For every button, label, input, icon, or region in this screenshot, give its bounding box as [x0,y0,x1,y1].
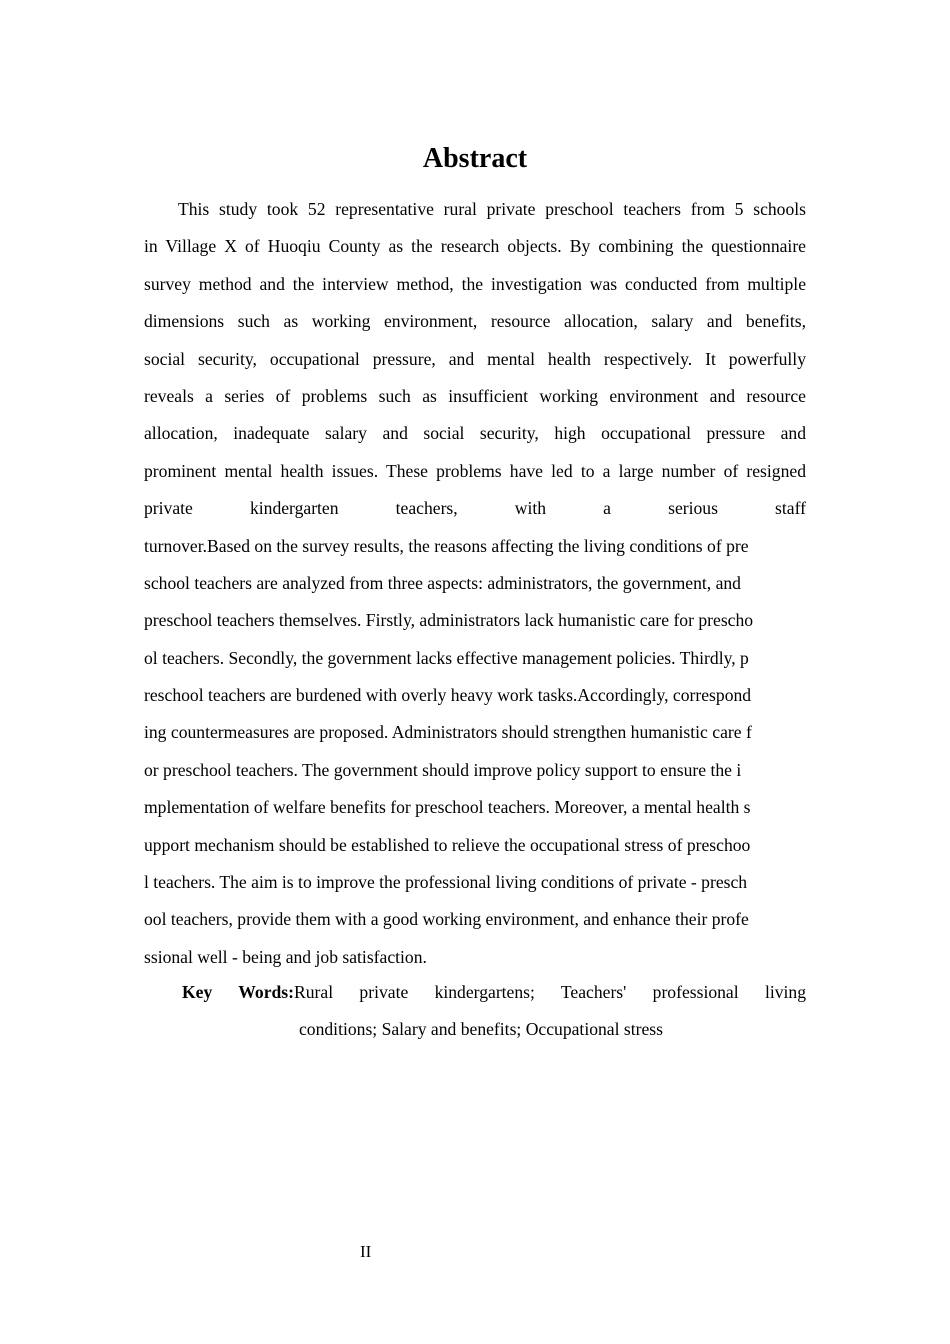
abstract-line: survey method and the interview method, the investigation was conducted from multiple [144,273,806,294]
abstract-line: l teachers. The aim is to improve the professional living conditions of private - presch [144,872,748,893]
abstract-line: allocation, inadequate salary and social security, high occupational pressure and [144,423,806,444]
abstract-line: mplementation of welfare benefits for preschool teachers. Moreover, a mental health s [144,797,751,818]
abstract-title: Abstract [422,143,528,174]
abstract-line: or preschool teachers. The government should improve policy support to ensure the i [144,759,742,780]
abstract-line: ssional well - being and job satisfaction. [144,946,427,967]
abstract-line: dimensions such as working environment, resource allocation, salary and benefits, [144,311,806,332]
abstract-line: upport mechanism should be established to relieve the occupational stress of preschoo [144,834,751,855]
abstract-line: reveals a series of problems such as insufficient working environment and resource [144,385,806,406]
page-number: II [360,1242,372,1261]
abstract-line: preschool teachers themselves. Firstly, administrators lack humanistic care for prescho [144,610,754,631]
abstract-line: social security, occupational pressure, and mental health respectively. It powerfully [144,348,806,369]
abstract-line: ol teachers. Secondly, the government lacks effective management policies. Thirdly, p [144,647,749,668]
abstract-line: private kindergarten teachers, with a serious staff [144,498,806,519]
abstract-body [144,191,806,976]
keywords-line [182,974,806,1011]
abstract-line: prominent mental health issues. These problems have led to a large number of resigned [144,460,806,481]
abstract-line: This study took 52 representative rural private preschool teachers from 5 schools [178,199,806,219]
abstract-line: turnover.Based on the survey results, the reasons affecting the living conditions of pre [144,535,749,556]
abstract-line: ool teachers, provide them with a good working environment, and enhance their profe [144,909,749,930]
abstract-line: in Village X of Huoqiu County as the research objects. By combining the questionnaire [144,236,806,257]
abstract-line: school teachers are analyzed from three aspects: administrators, the government, and [144,572,741,593]
abstract-line: ing countermeasures are proposed. Administrators should strengthen humanistic care f [144,722,752,743]
keywords-text: Rural private kindergartens; Teachers' professional living [294,982,807,1002]
keywords-label: Key Words: [182,982,295,1002]
keywords-line-2: conditions; Salary and benefits; Occupational stress [298,1019,663,1039]
abstract-line: reschool teachers are burdened with overly heavy work tasks.Accordingly, correspond [144,685,752,706]
